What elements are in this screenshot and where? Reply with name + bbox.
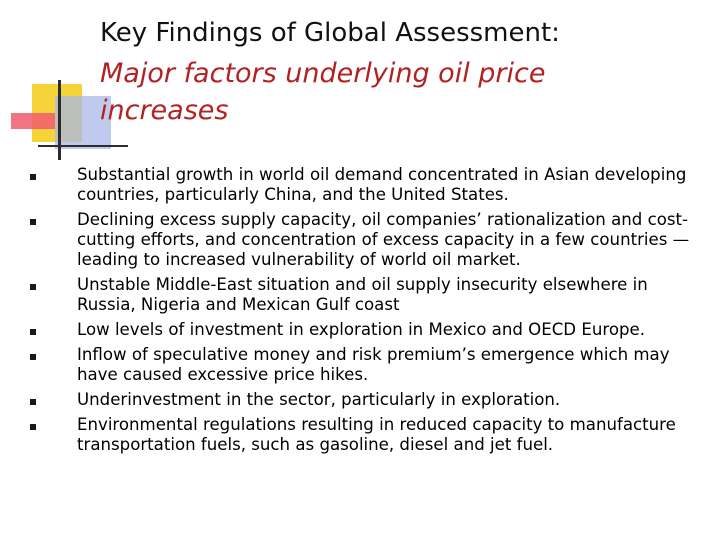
bullet-list [0, 165, 720, 460]
bullet-item [0, 345, 720, 385]
square-bullet-icon [30, 354, 36, 360]
decorative-vertical-line [58, 80, 61, 160]
bullet-text: Low levels of investment in exploration in Mexico and OECD Europe. [77, 320, 645, 339]
bullet-text: Environmental regulations resulting in reduced capacity to manufacture transportation fuels, such as gasoline, diesel and jet fuel. [77, 415, 676, 454]
square-bullet-icon [30, 399, 36, 405]
square-bullet-icon [30, 329, 36, 335]
bullet-text: Inflow of speculative money and risk premium’s emergence which may have caused excessive price hikes. [77, 345, 670, 384]
bullet-text: Unstable Middle-East situation and oil supply insecurity elsewhere in Russia, Nigeria and Mexican Gulf coast [77, 275, 648, 314]
bullet-item [0, 275, 720, 315]
bullet-item [0, 390, 720, 410]
decorative-horizontal-line [38, 145, 128, 147]
bullet-text: Underinvestment in the sector, particularly in exploration. [77, 390, 561, 409]
bullet-item [0, 415, 720, 455]
bullet-text: Declining excess supply capacity, oil companies’ rationalization and cost-cutting efforts, and concentration of excess capacity in a few countries — leading to increased vulnerability of world oil market. [77, 210, 690, 269]
square-bullet-icon [30, 424, 36, 430]
bullet-item [0, 165, 720, 205]
bullet-text: Substantial growth in world oil demand concentrated in Asian developing countries, particularly China, and the United States. [77, 165, 687, 204]
square-bullet-icon [30, 174, 36, 180]
square-bullet-icon [30, 284, 36, 290]
slide-title: Key Findings of Global Assessment: [100, 18, 560, 48]
slide-title-area [100, 14, 700, 129]
square-bullet-icon [30, 219, 36, 225]
bullet-item [0, 320, 720, 340]
bullet-item [0, 210, 720, 270]
decorative-red-bar [11, 113, 55, 129]
slide-subtitle: Major factors underlying oil price increases [100, 58, 546, 126]
